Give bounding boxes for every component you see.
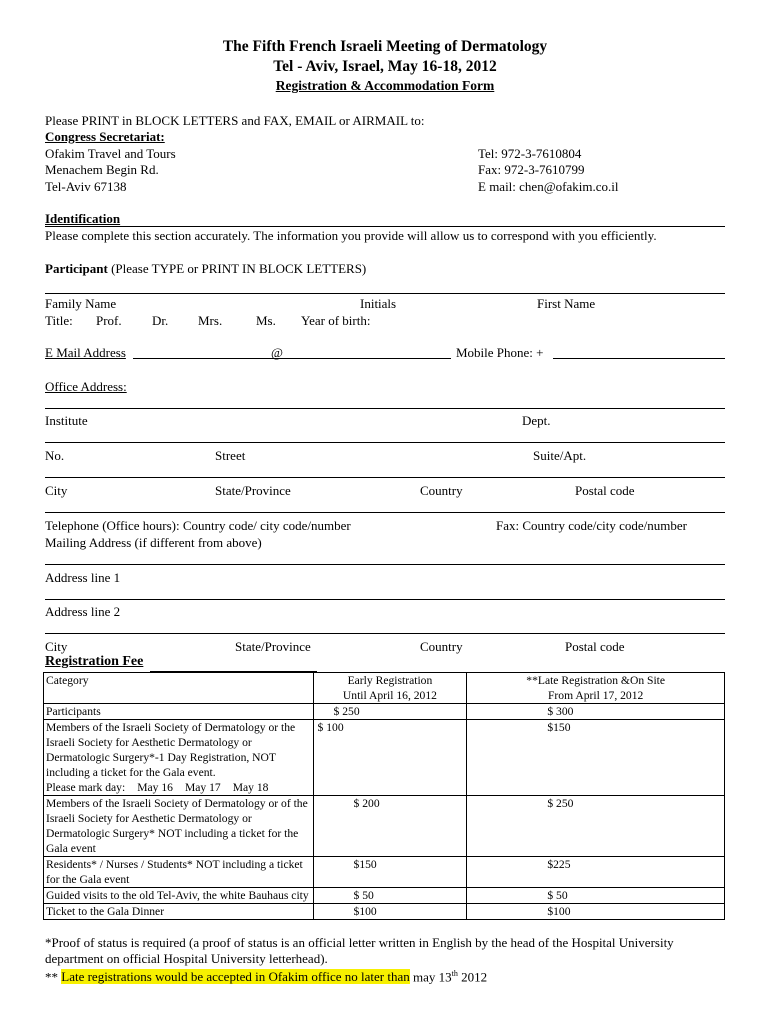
late-note-superscript: th [451, 969, 458, 978]
secretariat-address-3: Tel-Aviv 67138 [45, 179, 127, 194]
fee-table [43, 672, 725, 920]
address-line-2-label: Address line 2 [45, 604, 121, 619]
email-field[interactable] [133, 358, 451, 359]
late-fee: $ 300 [467, 704, 725, 720]
fee-header-row [44, 673, 725, 704]
late-note-highlight: Late registrations would be accepted in Ofakim office no later than [61, 969, 410, 985]
fee-row[interactable] [44, 720, 725, 796]
telephone-label: Telephone (Office hours): Country code/ city code/number [45, 518, 351, 533]
late-fee: $100 [467, 904, 725, 920]
suite-label: Suite/Apt. [533, 448, 587, 463]
mailing-address-label: Mailing Address (if different from above) [45, 535, 262, 550]
fee-category-text: Members of the Israeli Society of Dermatology or the Israeli Society for Aesthetic Dermatology or Dermatologic Surgery*-1 Day Registration, NOT including a ticket for the Gala event. [46, 721, 296, 779]
identification-text: Please complete this section accurately. The information you provide will allow us to correspond with you efficiently. [45, 228, 657, 243]
participant-heading [45, 261, 366, 277]
office-address-heading: Office Address: [45, 379, 127, 394]
day-selection [46, 780, 311, 795]
late-note-date: may 13 [409, 969, 452, 985]
secretariat-address-1: Ofakim Travel and Tours [45, 146, 176, 161]
form-title: Registration & Accommodation Form [275, 78, 495, 93]
participant-line[interactable] [45, 293, 725, 294]
secretariat-heading: Congress Secretariat: [45, 129, 165, 144]
secretariat-email: E mail: chen@ofakim.co.il [478, 179, 619, 194]
early-fee: $ 200 [313, 796, 467, 857]
instruction-text: Please PRINT in BLOCK LETTERS and FAX, EMAIL or AIRMAIL to: [45, 113, 425, 128]
family-name-label: Family Name [45, 296, 117, 311]
mailing-city-label: City [45, 639, 68, 654]
fee-category: Members of the Israeli Society of Dermatology or of the Israeli Society for Aesthetic Dermatology or Dermatologic Surgery* NOT including a ticket for the Gala event [44, 796, 314, 857]
late-fee: $150 [467, 720, 725, 796]
early-fee: $ 50 [313, 888, 467, 904]
dept-label: Dept. [522, 413, 551, 428]
title-option-dr[interactable]: Dr. [152, 313, 169, 328]
early-registration-header [313, 673, 467, 704]
participant-note: (Please TYPE or PRINT IN BLOCK LETTERS) [107, 261, 367, 276]
title-label: Title: [45, 313, 73, 328]
city-label: City [45, 483, 68, 498]
mobile-field[interactable] [553, 358, 725, 359]
divider [45, 226, 725, 227]
page-title: The Fifth French Israeli Meeting of Dermatology [222, 38, 548, 55]
mobile-label: Mobile Phone: + [456, 345, 544, 360]
late-fee: $ 250 [467, 796, 725, 857]
fax-label: Fax: Country code/city code/number [496, 518, 687, 533]
year-of-birth-label: Year of birth: [301, 313, 371, 328]
day-option-may-16[interactable]: May 16 [137, 781, 173, 794]
postal-code-label: Postal code [575, 483, 635, 498]
title-option-mrs[interactable]: Mrs. [198, 313, 223, 328]
email-label: E Mail Address [45, 345, 126, 360]
late-registration-note [45, 969, 487, 985]
title-option-prof[interactable]: Prof. [96, 313, 122, 328]
number-label: No. [45, 448, 65, 463]
secretariat-fax: Fax: 972-3-7610799 [478, 162, 585, 177]
late-note-year: 2012 [457, 969, 488, 985]
participant-label: Participant [45, 261, 108, 276]
mailing-country-label: Country [420, 639, 463, 654]
fee-category: Ticket to the Gala Dinner [44, 904, 314, 920]
mailing-postal-label: Postal code [565, 639, 625, 654]
fee-category: Guided visits to the old Tel-Aviv, the white Bauhaus city [44, 888, 314, 904]
early-header-line-2: Until April 16, 2012 [342, 689, 437, 702]
city-line[interactable] [45, 477, 725, 478]
late-registration-header [467, 673, 725, 704]
state-label: State/Province [215, 483, 291, 498]
first-name-label: First Name [537, 296, 596, 311]
fee-row[interactable] [44, 888, 725, 904]
late-header-line-1: **Late Registration &On Site [526, 674, 666, 687]
initials-label: Initials [360, 296, 397, 311]
address-line-2-field[interactable] [45, 599, 725, 600]
fee-row[interactable] [44, 704, 725, 720]
fee-row[interactable] [44, 904, 725, 920]
early-header-line-1: Early Registration [347, 674, 433, 687]
institute-line[interactable] [45, 408, 725, 409]
proof-of-status-note: *Proof of status is required (a proof of status is an official letter written in English by the head of the Hospital University department on official Hospital University letterhead). [45, 935, 674, 966]
secretariat-tel: Tel: 972-3-7610804 [478, 146, 582, 161]
early-fee: $100 [313, 904, 467, 920]
day-option-may-17[interactable]: May 17 [184, 781, 221, 794]
late-fee: $225 [467, 857, 725, 888]
country-label: Country [420, 483, 463, 498]
mark-day-label: Please mark day: [46, 781, 126, 794]
page-subtitle-location: Tel - Aviv, Israel, May 16-18, 2012 [273, 58, 497, 75]
institute-label: Institute [45, 413, 88, 428]
registration-fee-heading: Registration Fee [45, 654, 144, 669]
secretariat-address-2: Menachem Begin Rd. [45, 162, 159, 177]
late-fee: $ 50 [467, 888, 725, 904]
telephone-line[interactable] [45, 512, 725, 513]
title-option-ms[interactable]: Ms. [256, 313, 276, 328]
mailing-state-label: State/Province [235, 639, 311, 654]
fee-category [44, 720, 314, 796]
address-line-1-field[interactable] [45, 564, 725, 565]
late-header-line-2: From April 17, 2012 [547, 689, 644, 702]
identification-heading: Identification [45, 211, 121, 226]
early-fee: $ 100 [313, 720, 467, 796]
late-note-prefix: ** [45, 969, 62, 985]
fee-row[interactable] [44, 796, 725, 857]
day-option-may-18[interactable]: May 18 [232, 781, 269, 794]
category-header: Category [44, 673, 314, 704]
address-line-1-label: Address line 1 [45, 570, 121, 585]
fee-category: Residents* / Nurses / Students* NOT including a ticket for the Gala event [44, 857, 314, 888]
fee-row[interactable] [44, 857, 725, 888]
early-fee: $ 250 [313, 704, 467, 720]
fee-category: Participants [44, 704, 314, 720]
early-fee: $150 [313, 857, 467, 888]
email-at-sign: @ [271, 345, 283, 360]
street-line[interactable] [45, 442, 725, 443]
mailing-city-line[interactable] [45, 633, 725, 634]
street-label: Street [215, 448, 246, 463]
